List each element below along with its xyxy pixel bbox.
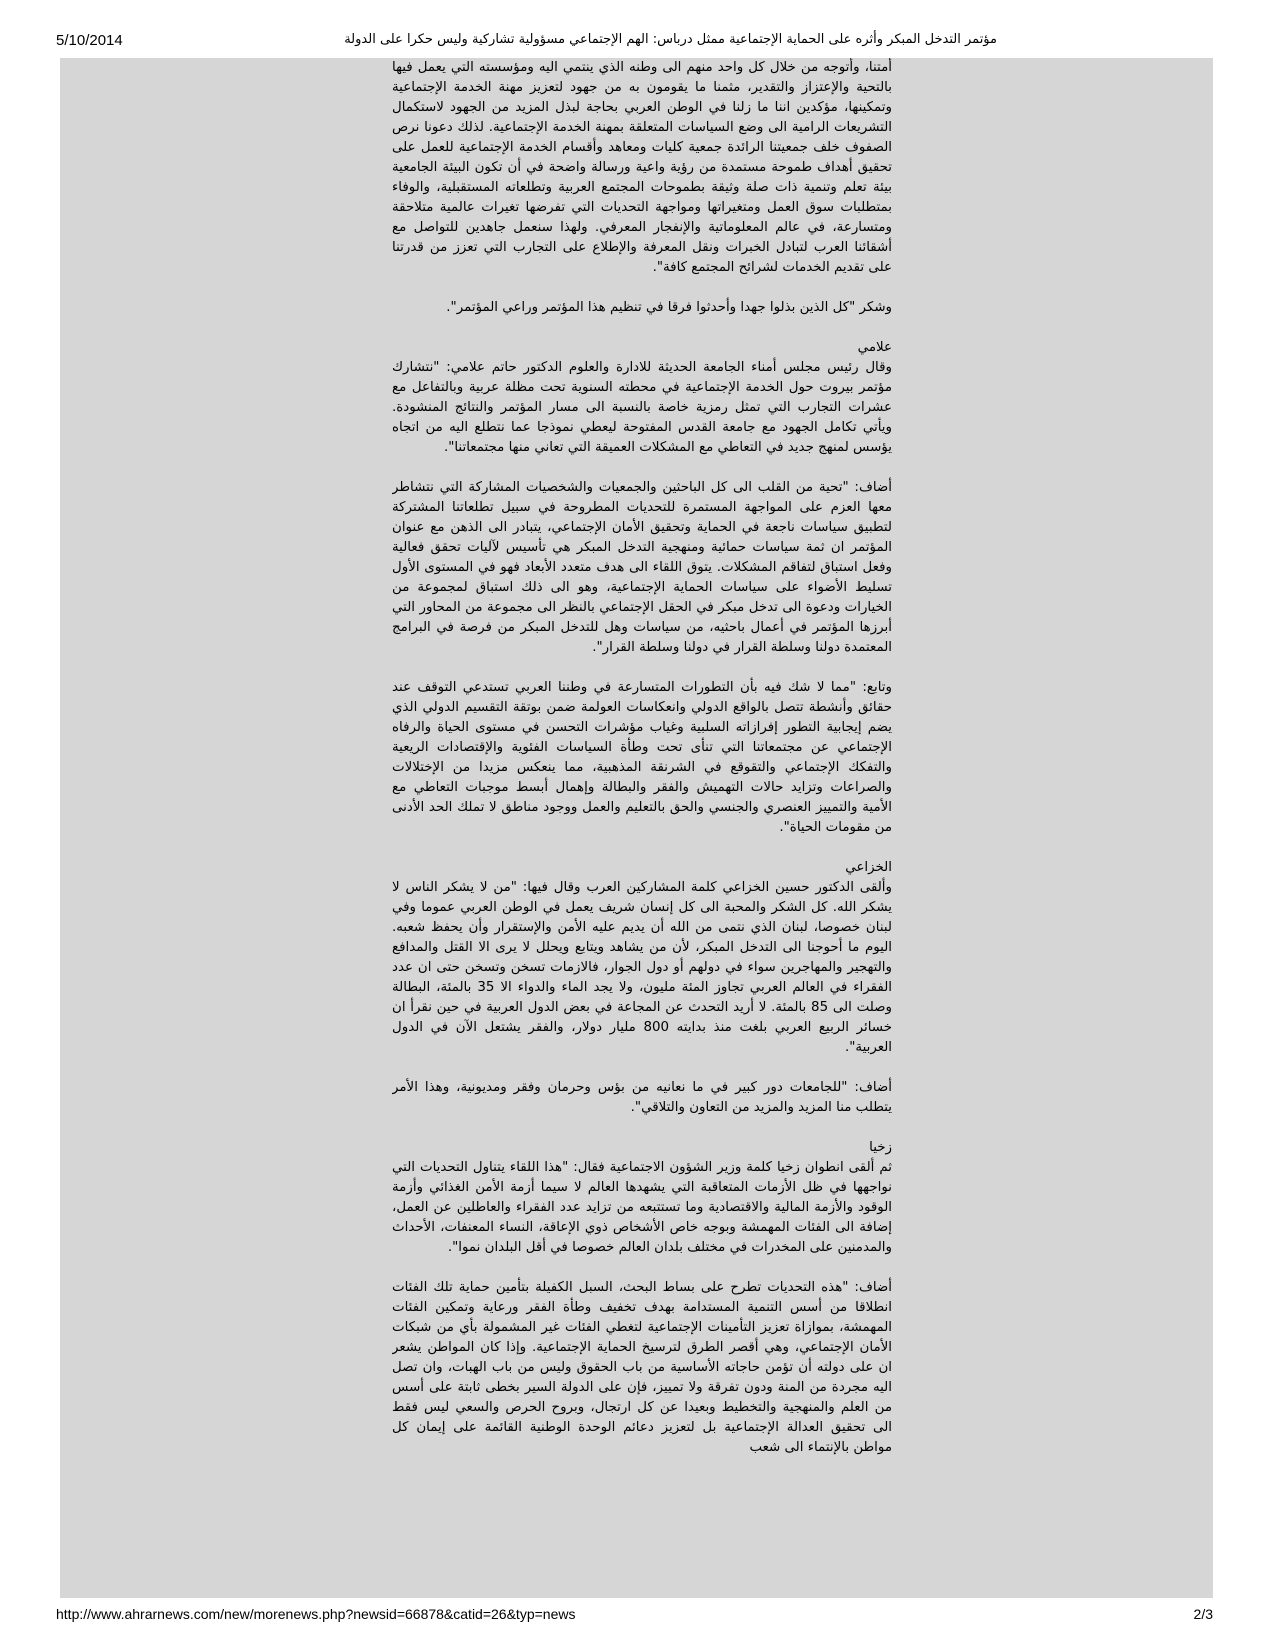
article-paragraph: أمتنا، وأتوجه من خلال كل واحد منهم الى وطنه الذي ينتمي اليه ومؤسسته التي يعمل فيها بالتحية والإعتزاز والتقدير، مثمنا ما يقومون به من جهود لتعزيز مهنة الخدمة الإجتماعية وتمكينها، مؤكدين اننا ما زلنا في الوطن العربي بحاجة لبذل المزيد من الجهود لاستكمال التشريعات الرامية الى وضع السياسات المتعلقة بمهنة الخدمة الإجتماعية. لذلك دعونا نرص الصفوف خلف جمعيتنا الرائدة جمعية كليات ومعاهد وأقسام الخدمة الإجتماعية للعمل على تحقيق أهداف طموحة مستمدة من رؤية واعية ورسالة واضحة في أن تكون البيئة الجامعية بيئة تعلم وتنمية ذات صلة وثيقة بطموحات المجتمع العربية وتطلعاته المستقبلية، والوفاء بمتطلبات سوق العمل ومتغيراتها ومواجهة التحديات التي تفرضها تغيرات عالمية متلاحقة ومتسارعة، في عالم المعلوماتية والإنفجار المعرفي. ولهذا سنعمل جاهدين للتواصل مع أشقائنا العرب لتبادل الخبرات ونقل المعرفة والإطلاع على التجارب التي تعزز من قدرتنا على تقديم الخدمات لشرائح المجتمع كافة". (392, 60, 892, 275)
article-paragraph: أضاف: "هذه التحديات تطرح على بساط البحث، السبل الكفيلة بتأمين حماية تلك الفئات انطلاقا من أسس التنمية المستدامة بهدف تخفيف وطأة الفقر ورعاية وتمكين الفئات المهمشة، بموازاة تعزيز التأمينات الإجتماعية لتغطي الفئات غير المشمولة بأي من شبكات الأمان الإجتماعي، وهي أقصر الطرق لترسيخ الحماية الإجتماعية. وإذا كان المواطن يشعر ان على دولته أن تؤمن حاجاته الأساسية من باب الحقوق وليس من باب الهبات، وان تصل اليه مجردة من المنة ودون تفرقة ولا تمييز، فإن على الدولة السير بخطى ثابتة على أسس من العلم والمنهجية والتخطيط وبعيدا عن كل ارتجال، وبروح الحرص والسعي ليس فقط الى تحقيق العدالة الإجتماعية بل لتعزيز دعائم الوحدة الوطنية القائمة على إيمان كل مواطن بالإنتماء الى شعب (392, 1280, 892, 1455)
speaker-heading-khuzai: الخزاعي (845, 860, 892, 875)
article-body (392, 58, 892, 1598)
article-paragraph: وقال رئيس مجلس أمناء الجامعة الحديثة للادارة والعلوم الدكتور حاتم علامي: "نتشارك مؤتمر بيروت حول الخدمة الإجتماعية في محطته السنوية تحت مظلة عربية وبالتفاعل مع عشرات التجارب التي تمثل رمزية خاصة بالنسبة الى مسار المؤتمر والنتائج المنشودة. ويأتي تكامل الجهود مع جامعة القدس المفتوحة ليعطي نموذجا عما نتطلع اليه من اتجاه يؤسس لمنهج جديد في التعاطي مع المشكلات العميقة التي تعاني منها مجتمعاتنا". (392, 360, 892, 455)
article-paragraph: وشكر "كل الذين بذلوا جهدا وأحدثوا فرقا في تنظيم هذا المؤتمر وراعي المؤتمر". (446, 300, 892, 315)
speaker-heading-allami: علامي (857, 340, 892, 355)
article-paragraph: ثم ألقى انطوان زخيا كلمة وزير الشؤون الاجتماعية فقال: "هذا اللقاء يتناول التحديات التي نواجهها في ظل الأزمات المتعاقبة التي يشهدها العالم لا سيما أزمة الأمن الغذائي وأزمة الوقود والأزمة المالية والاقتصادية وما تستتبعه من تزايد عدد الفقراء والعاطلين عن العمل، إضافة الى الفئات المهمشة وبوجه خاص الأشخاص ذوي الإعاقة، النساء المعنفات، الأحداث والمدمنين على المخدرات في مختلف بلدان العالم خصوصا في أقل البلدان نموا". (392, 1160, 892, 1255)
article-paragraph: وتابع: "مما لا شك فيه بأن التطورات المتسارعة في وطننا العربي تستدعي التوقف عند حقائق وأنشطة تتصل بالواقع الدولي وانعكاسات العولمة ضمن بوتقة التقسيم الدولي الذي يضم إيجابية التطور إفرازاته السلبية وغياب مؤشرات التحسن في مستوى الحياة والرفاه الإجتماعي عن مجتمعاتنا التي تنأى تحت وطأة السياسات الفئوية والإقتصادات الريعية والتفكك الإجتماعي والتقوقع في الشرنقة المذهبية، مما ينعكس مزيدا من الإختلالات والصراعات وتزايد حالات التهميش والفقر والبطالة وإهمال أبسط موجبات التعاطي مع الأمية والتمييز العنصري والجنسي والحق بالتعليم والعمل ووجود مناطق لا تملك الحد الأدنى من مقومات الحياة". (392, 680, 892, 835)
page-number: 2/3 (1193, 1606, 1213, 1622)
print-date: 5/10/2014 (56, 32, 123, 49)
source-url: http://www.ahrarnews.com/new/morenews.php?newsid=66878&catid=26&typ=news (56, 1606, 576, 1622)
article-paragraph: أضاف: "تحية من القلب الى كل الباحثين والجمعيات والشخصيات المشاركة التي نتشاطر معها العزم على المواجهة المستمرة للتحديات المطروحة في سبيل تطلعاتنا المشتركة لتطبيق سياسات ناجعة في الحماية وتحقيق الأمان الإجتماعي، يتبادر الى الذهن مع عنوان المؤتمر ان ثمة سياسات حمائية ومنهجية التدخل المبكر هي تأسيس لآليات تحقق فعالية وفعل استباق لتفاقم المشكلات. يتوق اللقاء الى هدف متعدد الأبعاد فهو في المستوى الأول تسليط الأضواء على سياسات الحماية الإجتماعية، وهو الى ذلك استباق لمجموعة من الخيارات ودعوة الى تدخل مبكر في الحقل الإجتماعي بالنظر الى مجموعة من المحاور التي أبرزها المؤتمر في أعمال باحثيه، من سياسات وهل للتدخل المبكر من فرصة في البرامج المعتمدة دولنا وسلطة القرار في دولنا وسلطة القرار". (392, 480, 892, 655)
article-paragraph: أضاف: "للجامعات دور كبير في ما نعانيه من بؤس وحرمان وفقر ومديونية، وهذا الأمر يتطلب منا المزيد والمزيد من التعاون والتلاقي". (392, 1080, 892, 1115)
speaker-heading-zakhia: زخيا (869, 1140, 892, 1155)
article-paragraph: وألقى الدكتور حسين الخزاعي كلمة المشاركين العرب وقال فيها: "من لا يشكر الناس لا يشكر الله. كل الشكر والمحبة الى كل إنسان شريف يعمل في الوطن العربي عموما وفي لبنان خصوصا، لبنان الذي نتمى من الله أن يديم عليه الأمن والإستقرار وأن يحفظ شعبه. اليوم ما أحوجنا الى التدخل المبكر، لأن من يشاهد ويتابع ويحلل لا يرى الا القتل والمدافع والتهجير والمهاجرين سواء في دولهم أو دول الجوار، فالازمات تسخن وتسخن حتى ان عدد الفقراء في العالم العربي تجاوز المئة مليون، ولا يجد الماء والدواء الا 35 بالمئة، البطالة وصلت الى 85 بالمئة. لا أريد التحدث عن المجاعة في بعض الدول العربية في حين نقرأ ان خسائر الربيع العربي بلغت منذ بدايته 800 مليار دولار، والفقر يشتعل الآن في الدول العربية". (392, 880, 892, 1055)
page-title: مؤتمر التدخل المبكر وأثره على الحماية الإجتماعية ممثل درباس: الهم الإجتماعي مسؤولية تشاركية وليس حكرا على الدولة (344, 32, 997, 47)
